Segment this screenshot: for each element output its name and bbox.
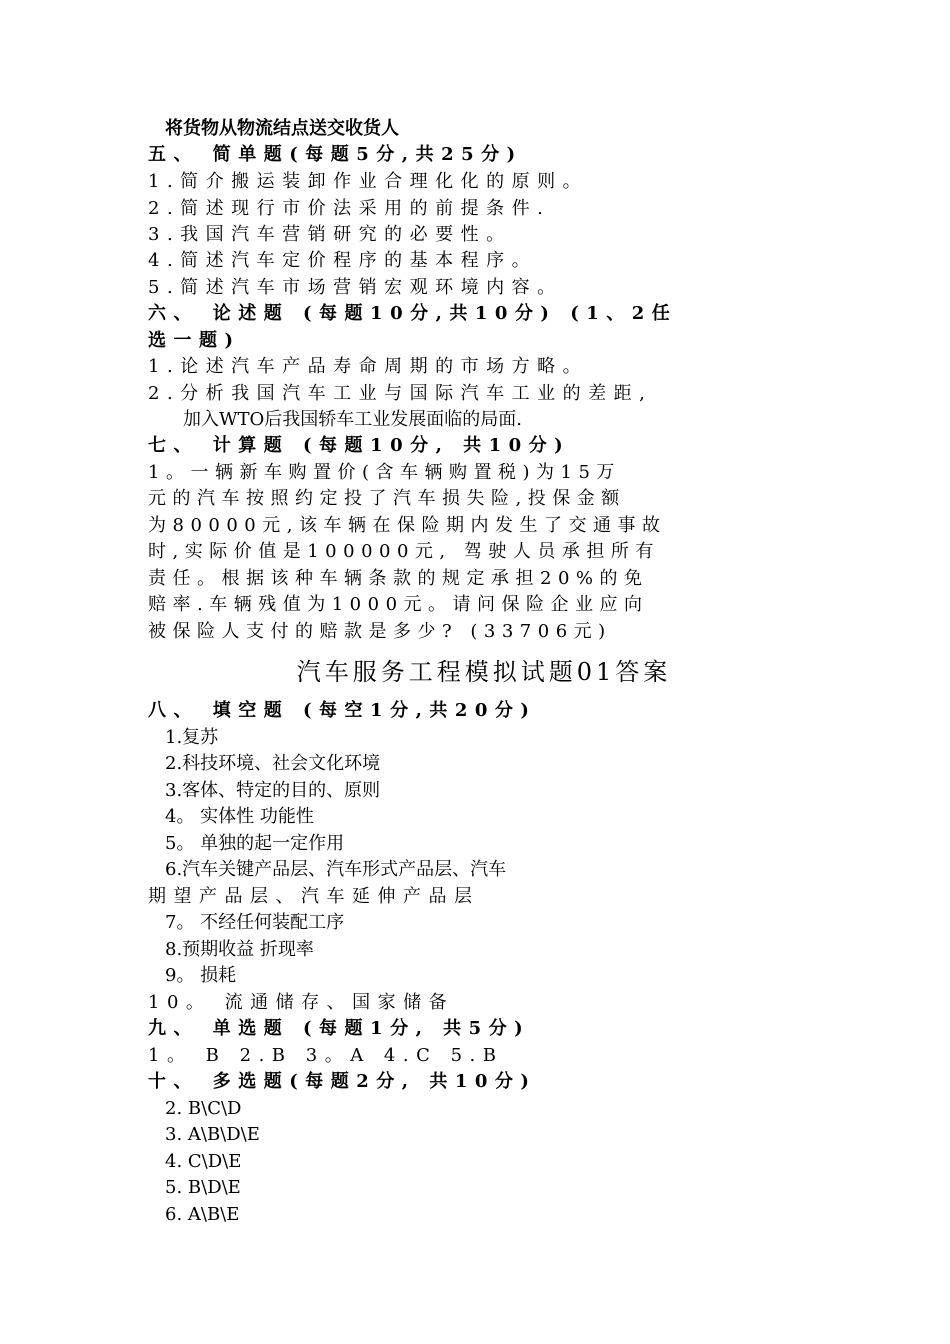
answer-line: 6.汽车关键产品层、汽车形式产品层、汽车	[165, 859, 507, 880]
answer-line: 5. B\D\E	[165, 1177, 241, 1198]
answer-line: 2.科技环境、社会文化环境	[165, 753, 381, 774]
answer-line: 4。 实体性 功能性	[165, 806, 314, 827]
section-heading-9: 九、 单选题 (每题1分, 共5分)	[148, 1018, 531, 1039]
answer-line: 4. C\D\E	[165, 1151, 242, 1172]
answer-line: 9。 损耗	[165, 965, 237, 986]
question-line: 赔率.车辆残值为1000元。请问保险企业应向	[148, 594, 649, 615]
question-line: 为80000元,该车辆在保险期内发生了交通事故	[148, 515, 667, 536]
question-line: 被保险人支付的赔款是多少? (33706元)	[148, 621, 612, 642]
question-line: 2.简述现行市价法采用的前提条件.	[148, 198, 551, 219]
answer-line: 3.客体、特定的目的、原则	[165, 780, 381, 801]
question-line: 2.分析我国汽车工业与国际汽车工业的差距,	[148, 383, 653, 404]
answer-line: 2. B\C\D	[165, 1098, 242, 1119]
question-line: 1.论述汽车产品寿命周期的市场方略。	[148, 356, 589, 377]
question-line: 加入WTO后我国轿车工业发展面临的局面.	[183, 409, 522, 430]
answer-line: 3. A\B\D\E	[165, 1124, 260, 1145]
section-heading-10: 十、 多选题(每题2分, 共10分)	[148, 1071, 537, 1092]
answer-line: 1.复苏	[165, 727, 219, 748]
question-line: 4.简述汽车定价程序的基本程序。	[148, 250, 538, 271]
section-heading-6: 六、 论述题 (每题10分,共10分) (1、2任	[148, 303, 678, 324]
answer-line: 8.预期收益 折现率	[165, 939, 314, 960]
question-line: 时,实际价值是100000元, 驾驶人员承担所有	[148, 541, 660, 562]
question-line: 元的汽车按照约定投了汽车损失险,投保金额	[148, 488, 626, 509]
answer-line: 6. A\B\E	[165, 1204, 240, 1225]
question-line: 1.简介搬运装卸作业合理化化的原则。	[148, 171, 589, 192]
answer-title: 汽车服务工程模拟试题01答案	[296, 658, 672, 686]
section-heading-7: 七、 计算题 (每题10分, 共10分)	[148, 435, 571, 456]
answer-line: 10。 流通储存、国家储备	[148, 992, 455, 1013]
answer-line: 5。 单独的起一定作用	[165, 833, 345, 854]
text-line: 将货物从物流结点送交收货人	[165, 118, 399, 139]
answer-line: 1。 B 2.B 3。A 4.C 5.B	[148, 1045, 504, 1066]
section-heading-8: 八、 填空题 (每空1分,共20分)	[148, 700, 537, 721]
answer-line: 7。 不经任何装配工序	[165, 912, 345, 933]
question-line: 3.我国汽车营销研究的必要性。	[148, 224, 512, 245]
question-line: 责任。根据该种车辆条款的规定承担20%的免	[148, 568, 649, 589]
answer-line: 期望产品层、汽车延伸产品层	[148, 886, 480, 907]
section-heading-6-cont: 选一题)	[148, 330, 241, 351]
section-heading-5: 五、 简单题(每题5分,共25分)	[148, 144, 523, 165]
question-line: 1。一辆新车购置价(含车辆购置税)为15万	[148, 462, 621, 483]
question-line: 5.简述汽车市场营销宏观环境内容。	[148, 277, 563, 298]
